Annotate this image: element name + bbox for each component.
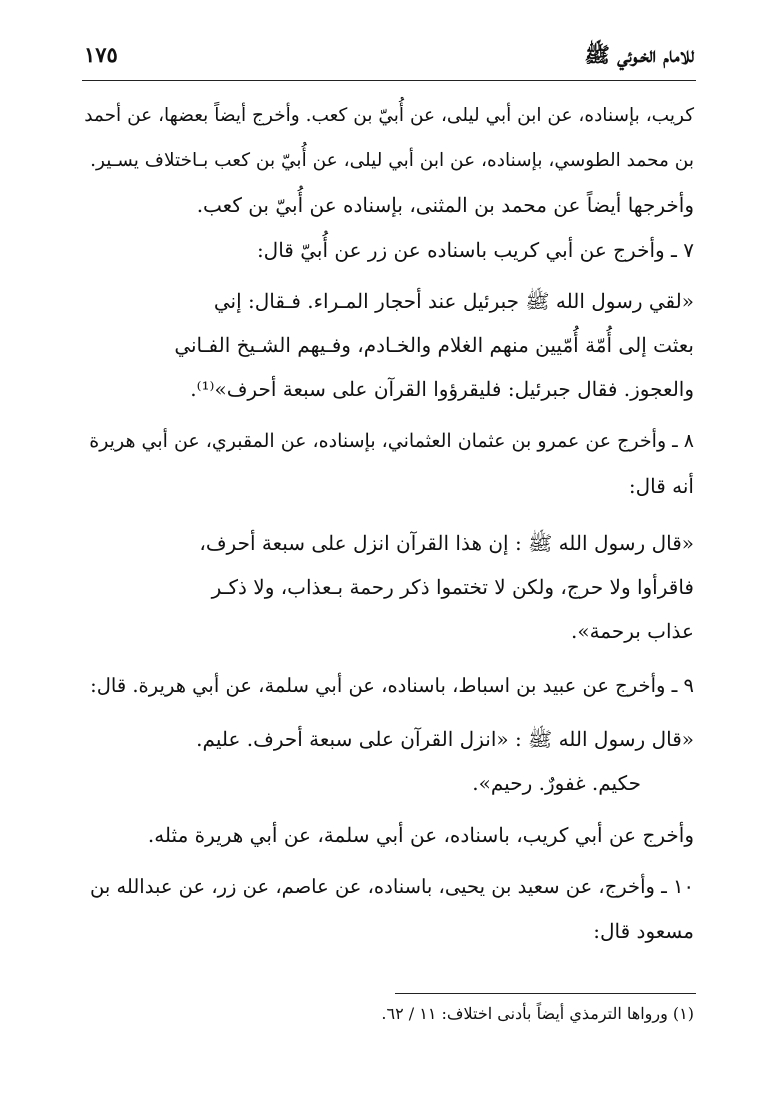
quote-line: «قال رسول الله ﷺ : «انزل القرآن على سبعة أحرف. عليم. [196, 727, 694, 751]
header-rule [82, 80, 696, 81]
text-line: مسعود قال: [593, 919, 694, 943]
quote-line: «لقي رسول الله ﷺ جبرئيل عند أحجار المـراء. فـقال: إني [213, 289, 694, 313]
page-number: ١٧٥ [84, 42, 118, 67]
quote-line: فاقرأوا ولا حرج، ولكن لا تختموا ذكر رحمة بـعذاب، ولا ذكـر [211, 575, 694, 599]
text-line: وأخرجها أيضاً عن محمد بن المثنى، بإسناده عن أُبيّ بن كعب. [196, 193, 694, 217]
text-line: ٨ ـ وأخرج عن عمرو بن عثمان العثماني، بإسناده، عن المقبري، عن أبي هريرة [89, 430, 694, 452]
running-title: للامام الخـوئي ﷺ [584, 42, 694, 67]
text-line: بن محمد الطوسي، بإسناده، عن ابن أبي ليلى، عن أُبيّ بن كعب بـاختلاف يسـير. [90, 150, 694, 171]
quote-line: «قال رسول الله ﷺ : إن هذا القرآن انزل على سبعة أحرف، [199, 531, 694, 555]
footnote-rule [395, 993, 696, 994]
footnote: (١) ورواها الترمذي أيضاً بأدنى اختلاف: ١١ / ٦٢. [381, 1004, 694, 1023]
text-line: ٩ ـ وأخرج عن عبيد بن اسباط، باسناده، عن أبي سلمة، عن أبي هريرة. قال: [90, 674, 694, 697]
quote-line: عذاب برحمة». [570, 619, 694, 643]
quote-line: والعجوز. فقال جبرئيل: فليقرؤوا القرآن على سبعة أحرف»⁽¹⁾. [190, 377, 694, 401]
text-line: ١٠ ـ وأخرج، عن سعيد بن يحيى، باسناده، عن عاصم، عن زر، عن عبدالله بن [89, 875, 694, 898]
quote-line: حكيم. غفورٌ. رحيم». [472, 771, 641, 795]
text-line: كريب، بإسناده، عن ابن أبي ليلى، عن أُبيّ بن كعب. وأخرج أيضاً بعضها، عن أحمد [84, 105, 694, 126]
quote-line: بعثت إلى أُمّة أُمّيين منهم الغلام والخـادم، وفـيهم الشـيخ الفـاني [174, 333, 694, 357]
text-line: ٧ ـ وأخرج عن أبي كريب باسناده عن زر عن أُبيّ قال: [256, 238, 694, 262]
text-line: أنه قال: [628, 474, 694, 498]
text-line: وأخرج عن أبي كريب، باسناده، عن أبي سلمة، عن أبي هريرة مثله. [147, 823, 694, 847]
